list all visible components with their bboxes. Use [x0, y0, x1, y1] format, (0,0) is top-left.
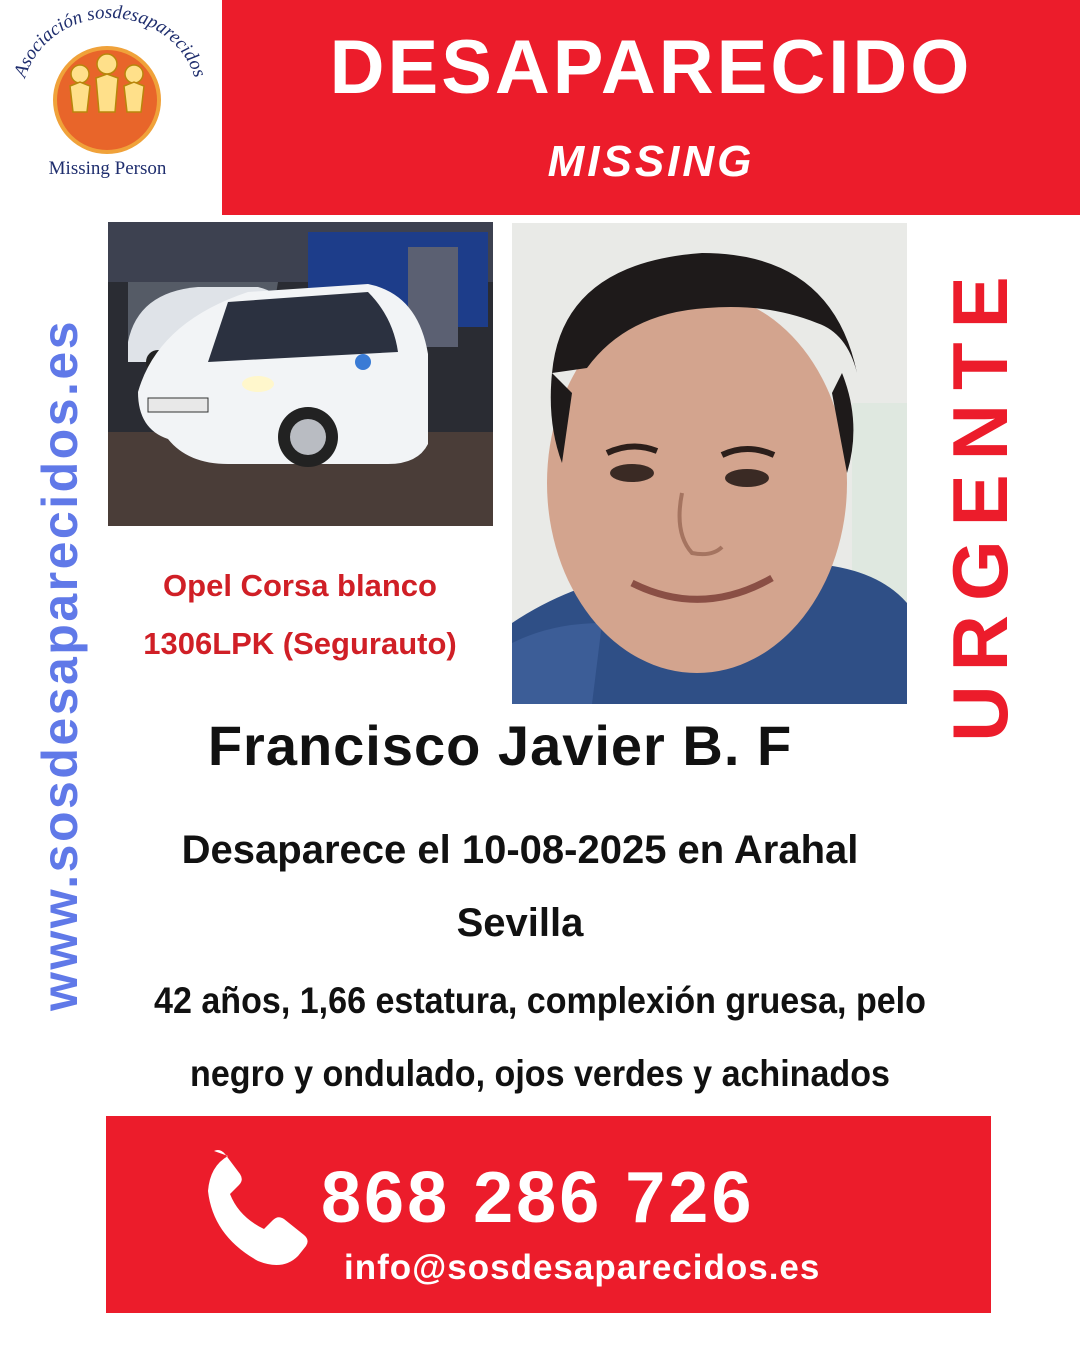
logo-arc-text: Asociación sosdesaparecidos — [9, 1, 211, 80]
contact-box — [106, 1116, 991, 1313]
description-line-2: negro y ondulado, ojos verdes y achinados — [190, 1053, 890, 1094]
header-subtitle: MISSING — [547, 137, 755, 186]
vehicle-caption-plate: 1306LPK (Segurauto) — [143, 626, 457, 661]
contact-phone[interactable]: 868 286 726 — [321, 1158, 755, 1238]
header-title: DESAPARECIDO — [329, 25, 973, 110]
phone-icon — [198, 1146, 328, 1276]
person-name: Francisco Javier B. F — [207, 714, 793, 777]
header-banner — [222, 0, 1080, 215]
missing-person-photo — [512, 223, 907, 704]
disappearance-province: Sevilla — [456, 901, 584, 945]
logo-emblem — [0, 0, 220, 160]
side-website-url: www.sosdesaparecidos.es — [32, 318, 88, 1012]
vehicle-caption-model: Opel Corsa blanco — [163, 568, 437, 603]
disappearance-date-place: Desaparece el 10-08-2025 en Arahal — [181, 828, 859, 872]
urgent-label: URGENTE — [936, 262, 1024, 742]
organization-logo — [0, 0, 220, 215]
header-divider — [0, 215, 1080, 219]
description-line-1: 42 años, 1,66 estatura, complexión gruesa, pelo — [154, 980, 926, 1021]
logo-caption: Missing Person — [48, 158, 167, 179]
contact-email[interactable]: info@sosdesaparecidos.es — [344, 1248, 821, 1287]
vehicle-photo — [108, 222, 493, 526]
